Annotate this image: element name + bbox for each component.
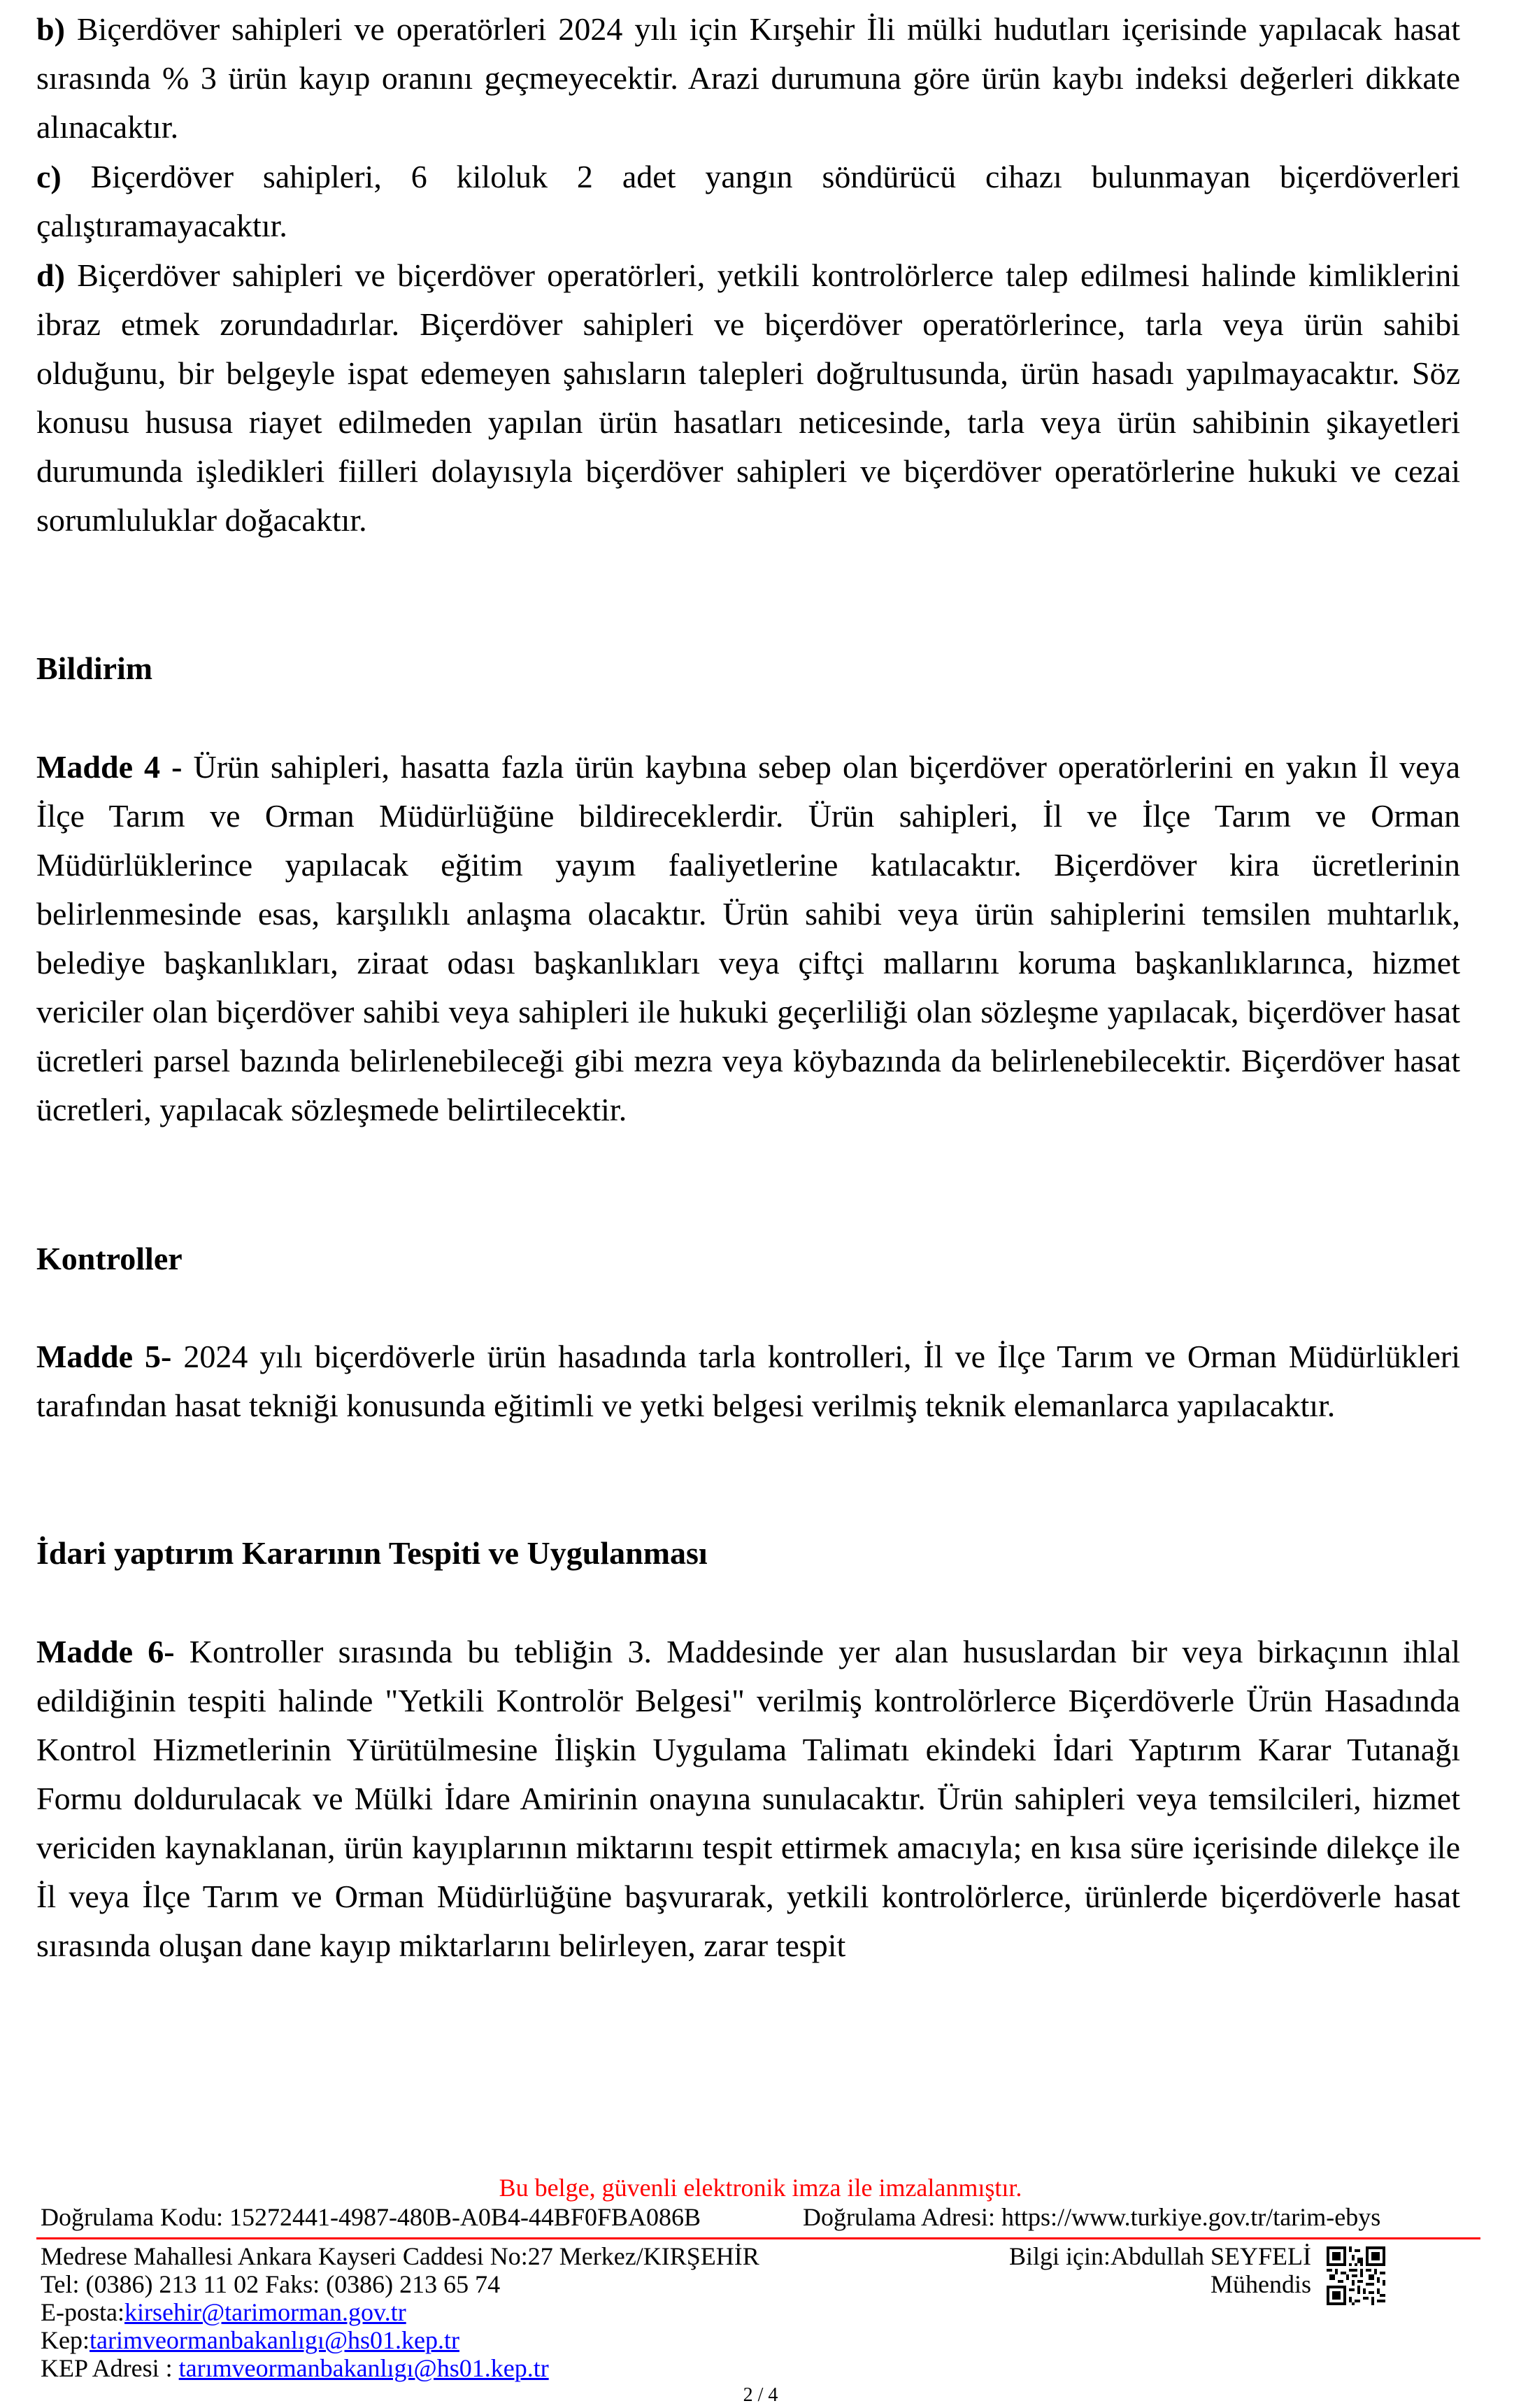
- contact-title: Mühendis: [1211, 2270, 1311, 2298]
- article-label: Madde 5-: [36, 1339, 172, 1374]
- kep-line: [41, 2326, 759, 2354]
- paragraph-text: Biçerdöver sahipleri ve biçerdöver operatörleri, yetkili kontrolörlerce talep edilmesi halinde kimliklerini ibraz etmek zorundadırlar. Biçerdöver sahipleri ve biçerdöver operatörlerince, tarla veya ürün sahibi olduğunu, bir belgeyle ispat edemeyen şahısların talepleri doğrultusunda, ürün hasadı yapılmayacaktır. Söz konusu hususa riayet edilmeden yapılan ürün hasatları neticesinde, tarla veya ürün sahibinin şikayetleri durumunda işledikleri fiilleri dolayısıyla biçerdöver sahipleri ve biçerdöver operatörlerine hukuki ve cezai sorumluluklar doğacaktır.: [36, 257, 1460, 538]
- kep-address-link[interactable]: tarımveormanbakanlıgı@hs01.kep.tr: [178, 2354, 549, 2382]
- paragraph-b: [36, 5, 1460, 152]
- email-link[interactable]: kirsehir@tarimorman.gov.tr: [124, 2298, 406, 2326]
- verification-address-group: [803, 2202, 1380, 2232]
- postal-address: Medrese Mahallesi Ankara Kayseri Caddesi No:27 Merkez/KIRŞEHİR: [41, 2242, 759, 2270]
- footer-divider: [36, 2237, 1480, 2239]
- article-text: Kontroller sırasında bu tebliğin 3. Maddesinde yer alan hususlardan bir veya birkaçının ihlal edildiğinin tespiti halinde "Yetkili Kontrolör Belgesi" verilmiş kontrolörlerce Biçerdöverle Ürün Hasadında Kontrol Hizmetlerinin Yürütülmesine İlişkin Uygulama Talimatı ekindeki İdari Yaptırım Karar Tutanağı Formu doldurulacak ve Mülki İdare Amirinin onayına sunulacaktır. Ürün sahipleri veya temsilcileri, hizmet vericiden kaynaklanan, ürün kayıplarının miktarını tespit ettirmek amacıyla; en kısa süre içerisinde dilekçe ile İl veya İlçe Tarım ve Orman Müdürlüğüne başvurarak, yetkili kontrolörlerce, ürünlerde biçerdöverle hasat sırasında oluşan dane kayıp miktarlarını belirleyen, zarar tespit: [36, 1634, 1460, 1963]
- email-line: [41, 2298, 759, 2326]
- article-5: [36, 1332, 1460, 1430]
- qr-code-icon: [1327, 2246, 1385, 2305]
- paragraph-label: c): [36, 159, 62, 194]
- e-signature-note: Bu belge, güvenli elektronik imza ile imzalanmıştır.: [499, 2174, 1022, 2202]
- verification-code: 15272441-4987-480B-A0B4-44BF0FBA086B: [229, 2203, 701, 2231]
- article-text: Ürün sahipleri, hasatta fazla ürün kaybına sebep olan biçerdöver operatörlerini en yakın İl veya İlçe Tarım ve Orman Müdürlüğüne bildireceklerdir. Ürün sahipleri, İl ve İlçe Tarım ve Orman Müdürlüklerince yapılacak eğitim yayım faaliyetlerine katılacaktır. Biçerdöver kira ücretlerinin belirlenmesinde esas, karşılıklı anlaşma olacaktır. Ürün sahibi veya ürün sahiplerini temsilen muhtarlık, belediye başkanlıkları, ziraat odası başkanlıkları veya çiftçi mallarını koruma başkanlıklarınca, hizmet vericiler olan biçerdöver sahibi veya sahipleri ile hukuki geçerliliği olan sözleşme yapılacak, biçerdöver hasat ücretleri parsel bazında belirlenebileceği gibi mezra veya köybazında da belirlenebilecektir. Biçerdöver hasat ücretleri, yapılacak sözleşmede belirtilecektir.: [36, 749, 1460, 1127]
- verification-row: [41, 2202, 1481, 2232]
- kep-address-line: [41, 2354, 759, 2382]
- article-6: [36, 1627, 1460, 1970]
- paragraph-text: Biçerdöver sahipleri ve operatörleri 2024 yılı için Kırşehir İli mülki hudutları içerisinde yapılacak hasat sırasında % 3 ürün kayıp oranını geçmeyecektir. Arazi durumuna göre ürün kaybı indeksi değerleri dikkate alınacaktır.: [36, 11, 1460, 145]
- kep-address-label: KEP Adresi :: [41, 2354, 173, 2382]
- article-text: 2024 yılı biçerdöverle ürün hasadında tarla kontrolleri, İl ve İlçe Tarım ve Orman Müdürlükleri tarafından hasat tekniği konusunda eğitimli ve yetki belgesi verilmiş teknik elemanlarca yapılacaktır.: [36, 1339, 1460, 1423]
- page-number: 2 / 4: [743, 2384, 778, 2406]
- paragraph-d: [36, 251, 1460, 545]
- kep-link[interactable]: tarimveormanbakanlıgı@hs01.kep.tr: [89, 2326, 459, 2354]
- verification-address-label: Doğrulama Adresi:: [803, 2203, 995, 2231]
- contact-address-block: [41, 2242, 759, 2382]
- paragraph-label: b): [36, 11, 65, 47]
- paragraph-c: [36, 152, 1460, 250]
- paragraph-label: d): [36, 257, 65, 293]
- section-heading-kontroller: Kontroller: [36, 1241, 183, 1276]
- section-heading-bildirim: Bildirim: [36, 650, 153, 686]
- article-label: Madde 6-: [36, 1634, 175, 1669]
- contact-label: Bilgi için:: [1009, 2242, 1111, 2270]
- kep-label: Kep:: [41, 2326, 90, 2354]
- verification-code-label: Doğrulama Kodu:: [41, 2203, 223, 2231]
- email-label: E-posta:: [41, 2298, 124, 2326]
- section-heading-idari-yaptirim: İdari yaptırım Kararının Tespiti ve Uygulanması: [36, 1535, 708, 1571]
- paragraph-text: Biçerdöver sahipleri, 6 kiloluk 2 adet yangın söndürücü cihazı bulunmayan biçerdöverleri çalıştıramayacaktır.: [36, 159, 1460, 243]
- contact-name: Abdullah SEYFELİ: [1111, 2242, 1311, 2270]
- phone-fax: Tel: (0386) 213 11 02 Faks: (0386) 213 65 74: [41, 2270, 501, 2298]
- article-label: Madde 4 -: [36, 749, 183, 785]
- contact-person: [839, 2242, 1311, 2298]
- verification-address[interactable]: https://www.turkiye.gov.tr/tarim-ebys: [1001, 2203, 1381, 2231]
- article-4: [36, 743, 1460, 1134]
